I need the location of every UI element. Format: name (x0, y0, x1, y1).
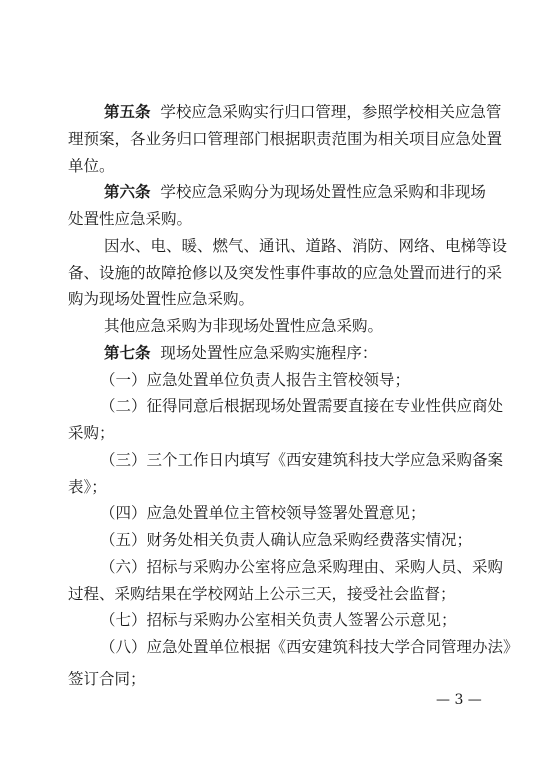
article-5-line-2: 理预案，各业务归口管理部门根据职责范围为相关项目应急处置 (68, 129, 503, 148)
article-6-para-2-line-1: 因水、电、暖、燃气、通讯、道路、消防、网络、电梯等设 (104, 236, 508, 255)
article-7-step-2-line-2: 采购； (68, 424, 115, 442)
page-number: — 3 — (436, 692, 482, 708)
article-7-step-3-line-1: （三）三个工作日内填写《西安建筑科技大学应急采购备案 (100, 450, 504, 469)
article-7-step-1: （一）应急处置单位负责人报告主管校领导； (100, 370, 411, 389)
article-7-step-6-line-1: （六）招标与采购办公室将应急采购理由、采购人员、采购 (100, 557, 504, 576)
article-7-step-6-line-2: 过程、采购结果在学校网站上公示三天，接受社会监督； (68, 584, 456, 603)
article-6-line-2: 处置性应急采购。 (68, 210, 193, 228)
article-5-heading: 第五条 (104, 102, 151, 121)
article-7-step-5: （五）财务处相关负责人确认应急采购经费落实情况； (100, 531, 473, 549)
article-7-line-1 (0, 343, 554, 363)
article-7-step-2-line-1: （二）征得同意后根据现场处置需要直接在专业性供应商处 (100, 397, 504, 416)
article-6-line-1 (0, 182, 554, 202)
article-6-para-2-line-2: 备、设施的故障抢修以及突发性事件事故的应急处置而进行的采 (68, 263, 503, 282)
article-6-heading: 第六条 (104, 182, 151, 202)
article-7-step-8-line-2: 签订合同； (68, 670, 146, 688)
article-6-para-2-line-3: 购为现场处置性应急采购。 (68, 290, 255, 309)
article-7-step-7: （七）招标与采购办公室相关负责人签署公示意见； (100, 611, 457, 630)
article-5-line-3: 单位。 (68, 156, 115, 175)
article-7-step-4: （四）应急处置单位主管校领导签署处置意见； (100, 504, 426, 523)
article-7-intro: 现场处置性应急采购实施程序： (160, 343, 378, 362)
article-6-para-3: 其他应急采购为非现场处置性应急采购。 (104, 317, 384, 335)
article-7-step-3-line-2: 表》； (68, 477, 107, 496)
article-7-step-8-line-1: （八）应急处置单位根据《西安建筑科技大学合同管理办法》 (100, 638, 519, 656)
article-7-heading: 第七条 (104, 342, 151, 362)
article-5-text-1: 学校应急采购实行归口管理，参照学校相关应急管 (160, 103, 502, 121)
article-5-line-1 (0, 102, 554, 122)
article-6-text-1: 学校应急采购分为现场处置性应急采购和非现场 (160, 183, 486, 202)
